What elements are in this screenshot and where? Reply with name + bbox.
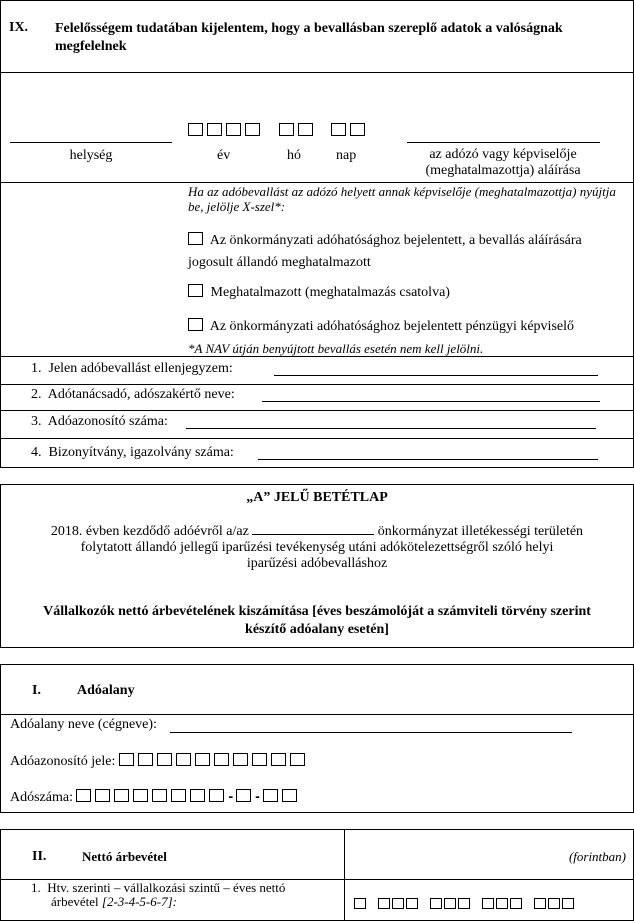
taxpayer-name-line[interactable] (170, 732, 572, 733)
row-advisor-taxid-line[interactable] (186, 428, 596, 429)
year-label: év (217, 148, 231, 163)
section-2-number: II. (32, 849, 47, 864)
option-financial-representative[interactable]: Az önkormányzati adóhatósághoz bejelentett pénzügyi képviselő (188, 318, 628, 335)
signature-line (407, 142, 600, 143)
day-boxes[interactable] (331, 122, 369, 140)
rows-divider-0 (0, 356, 634, 357)
month-label: hó (287, 148, 301, 163)
taxnum-boxes[interactable]: - - (76, 790, 300, 805)
section-1-number: I. (32, 683, 41, 698)
footnote: *A NAV útján benyújtott bevallás esetén nem kell jelölni. (188, 341, 484, 356)
row-advisor-taxid: 3. Adóazonosító száma: (31, 414, 168, 429)
row-countersign: 1. Jelen adóbevallást ellenjegyzem: (31, 361, 233, 376)
checkbox-icon[interactable] (188, 284, 203, 297)
taxpayer-taxid-row: Adóazonosító jele: (10, 753, 309, 770)
day-label: nap (336, 148, 357, 163)
taxid-boxes[interactable] (119, 754, 309, 769)
option-authorized-representative[interactable]: Meghatalmazott (meghatalmazás csatolva) (188, 284, 620, 301)
month-boxes[interactable] (279, 122, 317, 140)
taxpayer-taxnum-row: Adószáma: - - (10, 788, 301, 806)
row-certificate-number-line[interactable] (258, 459, 598, 460)
municipality-field[interactable] (252, 534, 374, 535)
row-net-revenue: 1. Htv. szerinti – vállalkozási szintű – éves nettó árbevétel [2-3-4-5-6-7]: (31, 880, 286, 909)
representative-note: Ha az adóbevallást az adózó helyett annak képviselője (meghatalmazottja) nyújtja be, jelölje X-szel*: (188, 184, 616, 214)
row-advisor-name-line[interactable] (262, 401, 600, 402)
insert-subtitle: Vállalkozók nettó árbevételének kiszámítása [éves beszámolóját a számviteli törvény szerint készítő adóalany esetén] (43, 604, 591, 637)
row-countersign-line[interactable] (274, 375, 598, 376)
section-9-divider (0, 72, 634, 73)
checkbox-icon[interactable] (188, 318, 203, 331)
net-revenue-boxes[interactable] (354, 896, 576, 914)
year-boxes[interactable] (188, 122, 264, 140)
section-2-title: Nettó árbevétel (82, 849, 167, 864)
row-advisor-name: 2. Adótanácsadó, adószakértő neve: (31, 387, 235, 402)
place-label: helység (69, 148, 113, 163)
section-1-title: Adóalany (77, 683, 135, 698)
place-line (10, 142, 172, 143)
option-permanent-representative[interactable]: Az önkormányzati adóhatósághoz bejelentett, a bevallás aláírására jogosult állandó meghatalmazott (188, 233, 582, 270)
checkbox-icon[interactable] (188, 232, 203, 245)
section-9-number: IX. (9, 20, 29, 35)
row-certificate-number: 4. Bizonyítvány, igazolvány száma: (31, 445, 234, 460)
section-9-title: Felelősségem tudatában kijelentem, hogy a bevallásban szereplő adatok a valóságnak megfelelnek (55, 21, 563, 54)
insert-title: „A” JELŰ BETÉTLAP (246, 490, 388, 505)
insert-description: 2018. évben kezdődő adóévről a/az önkormányzat illetékességi területén folytatott állandó jellegű iparűzési tevékenység utáni adókötelezettségről szóló helyi iparűzési adóbevalláshoz (50, 524, 584, 571)
section-2-unit: (forintban) (568, 849, 626, 864)
taxpayer-name-label: Adóalany neve (cégneve): (10, 717, 157, 732)
signature-divider (0, 182, 634, 183)
signer-label: az adózó vagy képviselője (meghatalmazottja) aláírása (425, 147, 581, 178)
